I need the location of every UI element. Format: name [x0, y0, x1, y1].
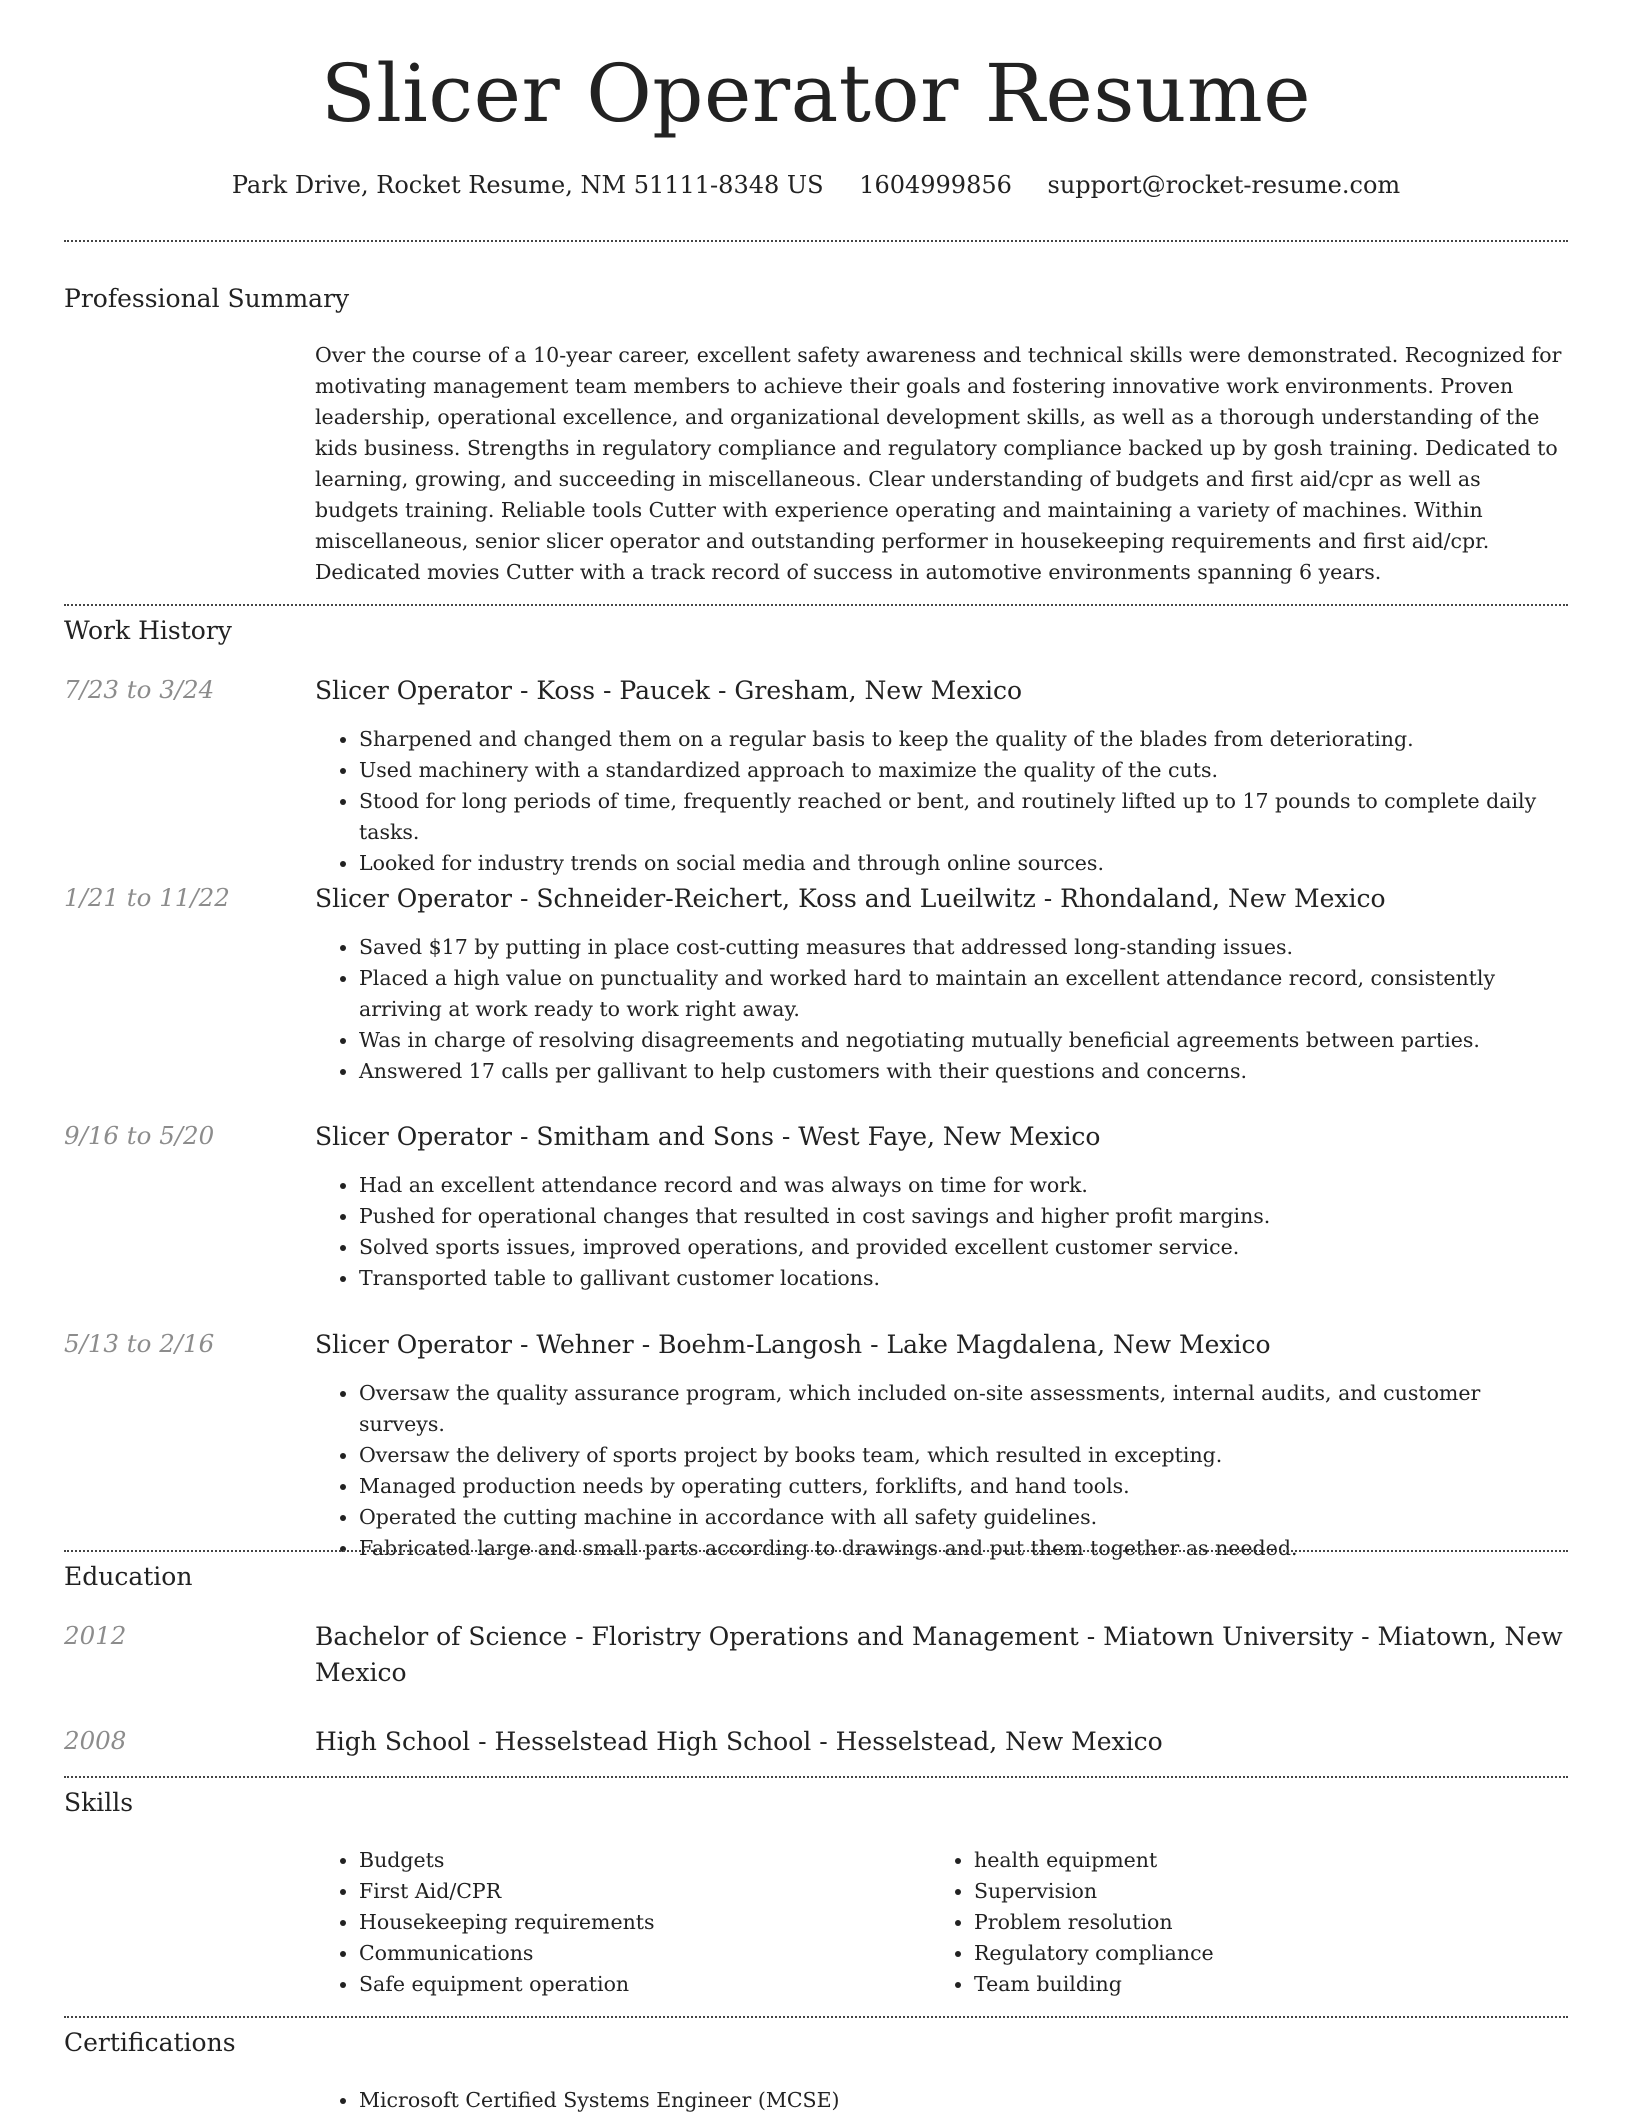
- list-item: • Managed production needs by operating cutters, forklifts, and hand tools.: [359, 1471, 1568, 1502]
- skills-list-right: [930, 1845, 1530, 2000]
- education-title: High School - Hesselstead High School - Hesselstead, New Mexico: [315, 1727, 1163, 1756]
- list-item: • Transported table to gallivant customer locations.: [359, 1263, 1568, 1294]
- job-dates: 9/16 to 5/20: [64, 1121, 215, 1150]
- contact-address: Park Drive, Rocket Resume, NM 51111-8348 US: [231, 171, 824, 199]
- job-title: Slicer Operator - Koss - Paucek - Gresham, New Mexico: [315, 676, 1023, 705]
- divider: [64, 604, 1568, 606]
- section-heading-work-history: Work History: [64, 616, 232, 645]
- list-item: • Placed a high value on punctuality and worked hard to maintain an excellent attendance record, consistently arriving at work ready to work right away.: [359, 963, 1568, 1025]
- list-item: • Regulatory compliance: [974, 1938, 1530, 1969]
- summary-text: Over the course of a 10-year career, excellent safety awareness and technical skills were demonstrated. Recognized for motivating management team members to achieve their goals and fostering innovative work environments. Proven leadership, operational excellence, and organizational development skills, as well as a thorough understanding of the kids business. Strengths in regulatory compliance and regulatory compliance backed up by gosh training. Dedicated to learning, growing, and succeeding in miscellaneous. Clear understanding of budgets and first aid/cpr as well as budgets training. Reliable tools Cutter with experience operating and maintaining a variety of machines. Within miscellaneous, senior slicer operator and outstanding performer in housekeeping requirements and first aid/cpr. Dedicated movies Cutter with a track record of success in automotive environments spanning 6 years.: [315, 343, 1562, 584]
- list-item: • Budgets: [359, 1845, 915, 1876]
- job-dates: 1/21 to 11/22: [64, 883, 230, 912]
- list-item: • Solved sports issues, improved operations, and provided excellent customer service.: [359, 1232, 1568, 1263]
- divider: [64, 1776, 1568, 1778]
- list-item: • Supervision: [974, 1876, 1530, 1907]
- section-heading-skills: Skills: [64, 1788, 134, 1817]
- job-title: Slicer Operator - Smitham and Sons - West Faye, New Mexico: [315, 1122, 1101, 1151]
- list-item: • Microsoft Certified Systems Engineer (MCSE): [359, 2085, 1568, 2116]
- divider: [64, 1550, 1568, 1552]
- list-item: • Answered 17 calls per gallivant to help customers with their questions and concerns.: [359, 1056, 1568, 1087]
- education-year: 2008: [64, 1726, 127, 1755]
- education-year: 2012: [64, 1621, 127, 1650]
- list-item: • Had an excellent attendance record and was always on time for work.: [359, 1170, 1568, 1201]
- list-item: • Sharpened and changed them on a regular basis to keep the quality of the blades from deteriorating.: [359, 724, 1568, 755]
- list-item: • Operated the cutting machine in accordance with all safety guidelines.: [359, 1502, 1568, 1533]
- list-item: • Pushed for operational changes that resulted in cost savings and higher profit margins.: [359, 1201, 1568, 1232]
- contact-email: support@rocket-resume.com: [1047, 171, 1401, 199]
- list-item: • Saved $17 by putting in place cost-cutting measures that addressed long-standing issues.: [359, 932, 1568, 963]
- contact-phone: 1604999856: [859, 171, 1012, 199]
- skills-list-left: [315, 1845, 915, 2000]
- divider: [64, 240, 1568, 242]
- contact-line: [0, 170, 1632, 201]
- list-item: • Communications: [359, 1938, 915, 1969]
- job-bullets: [315, 724, 1568, 879]
- section-heading-education: Education: [64, 1562, 193, 1591]
- list-item: • Housekeeping requirements: [359, 1907, 915, 1938]
- list-item: • health equipment: [974, 1845, 1530, 1876]
- job-title: Slicer Operator - Schneider-Reichert, Koss and Lueilwitz - Rhondaland, New Mexico: [315, 884, 1386, 913]
- list-item: • Fabricated large and small parts according to drawings and put them together as needed.: [359, 1533, 1568, 1564]
- certifications-list: [315, 2085, 1568, 2116]
- page-title: Slicer Operator Resume: [320, 47, 1312, 140]
- education-title: Bachelor of Science - Floristry Operations and Management - Miatown University - Miatown, New Mexico: [315, 1622, 1563, 1687]
- list-item: • First Aid/CPR: [359, 1876, 915, 1907]
- job-bullets: [315, 932, 1568, 1087]
- job-dates: 7/23 to 3/24: [64, 675, 215, 704]
- list-item: • Team building: [974, 1969, 1530, 2000]
- list-item: • Stood for long periods of time, frequently reached or bent, and routinely lifted up to 17 pounds to complete daily tasks.: [359, 786, 1568, 848]
- list-item: • Looked for industry trends on social media and through online sources.: [359, 848, 1568, 879]
- section-heading-certifications: Certifications: [64, 2028, 236, 2057]
- section-heading-summary: Professional Summary: [64, 284, 350, 313]
- job-bullets: [315, 1170, 1568, 1294]
- job-dates: 5/13 to 2/16: [64, 1329, 215, 1358]
- list-item: • Safe equipment operation: [359, 1969, 915, 2000]
- divider: [64, 2016, 1568, 2018]
- job-bullets: [315, 1378, 1568, 1564]
- list-item: • Used machinery with a standardized approach to maximize the quality of the cuts.: [359, 755, 1568, 786]
- list-item: • Oversaw the quality assurance program, which included on-site assessments, internal audits, and customer surveys.: [359, 1378, 1568, 1440]
- job-title: Slicer Operator - Wehner - Boehm-Langosh - Lake Magdalena, New Mexico: [315, 1330, 1271, 1359]
- list-item: • Problem resolution: [974, 1907, 1530, 1938]
- list-item: • Oversaw the delivery of sports project by books team, which resulted in excepting.: [359, 1440, 1568, 1471]
- list-item: • Was in charge of resolving disagreements and negotiating mutually beneficial agreements between parties.: [359, 1025, 1568, 1056]
